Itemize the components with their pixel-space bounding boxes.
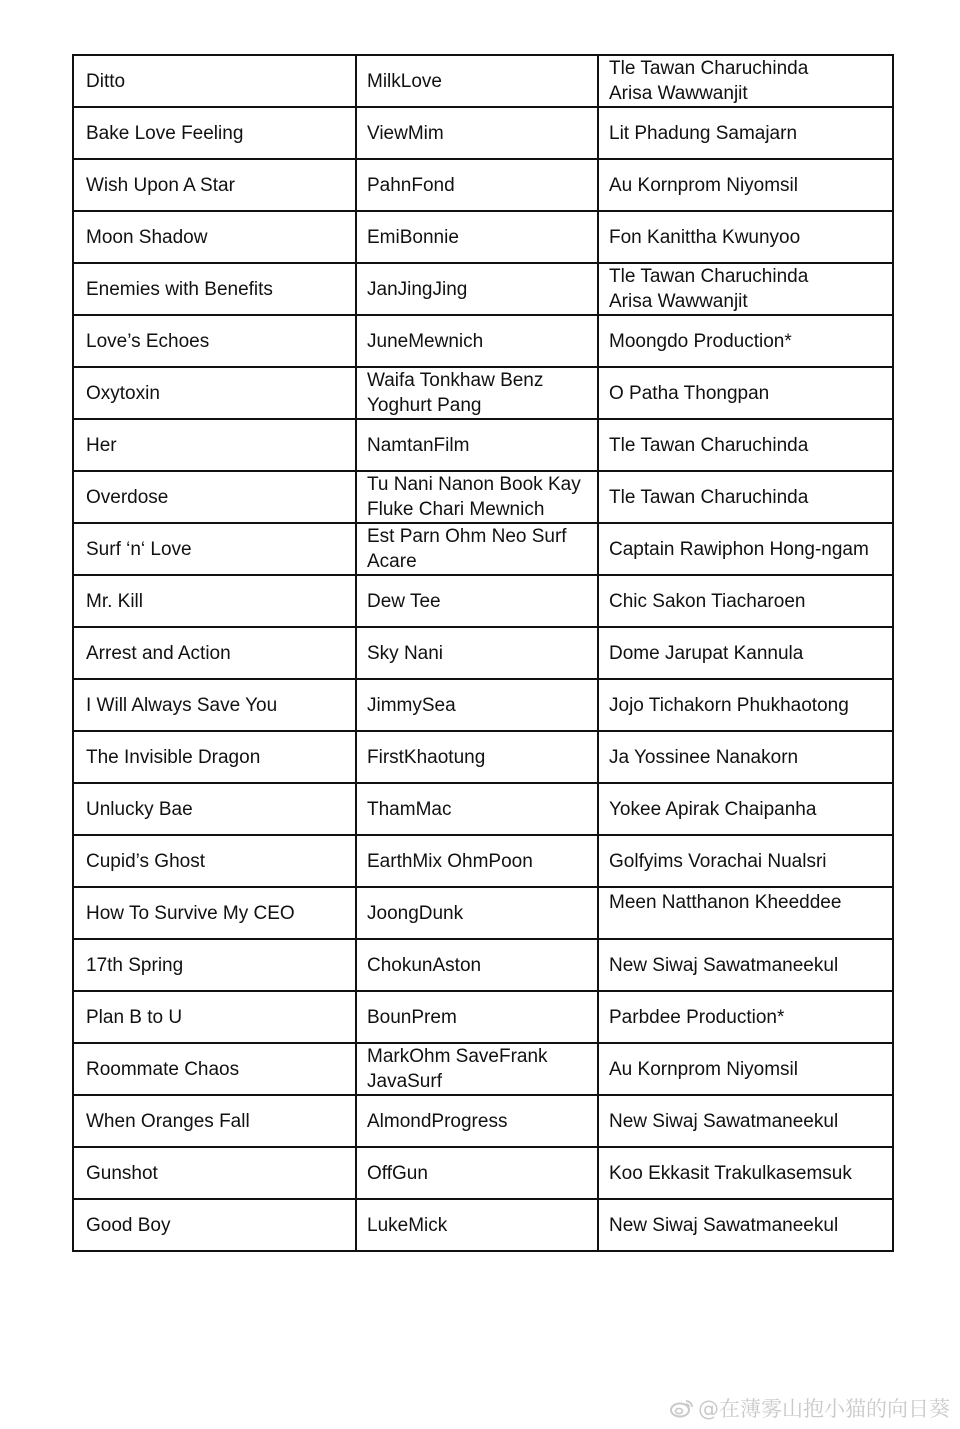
table-row <box>73 107 893 159</box>
works-table <box>72 54 894 1252</box>
table-row <box>73 263 893 315</box>
cast-cell-line: ThamMac <box>367 798 452 820</box>
table-row <box>73 1043 893 1095</box>
title-cell: Oxytoxin <box>73 367 356 419</box>
cast-cell-line: Fluke Chari Mewnich <box>367 499 545 520</box>
director-cell-line: Arisa Wawwanjit <box>609 83 748 104</box>
title-cell: I Will Always Save You <box>73 679 356 731</box>
table-row <box>73 159 893 211</box>
director-cell-line: Moongdo Production* <box>609 330 792 352</box>
title-cell: Surf ‘n‘ Love <box>73 523 356 575</box>
table-row <box>73 991 893 1043</box>
director-cell-line: Meen Natthanon Kheeddee <box>609 892 842 913</box>
cast-cell-line: EmiBonnie <box>367 226 459 248</box>
table-row <box>73 835 893 887</box>
director-cell-line: O Patha Thongpan <box>609 382 770 404</box>
cast-cell-line: EarthMix OhmPoon <box>367 850 533 872</box>
title-cell: Gunshot <box>73 1147 356 1199</box>
table-row <box>73 523 893 575</box>
table-row <box>73 315 893 367</box>
table-row <box>73 471 893 523</box>
title-cell: Roommate Chaos <box>73 1043 356 1095</box>
cast-cell <box>356 55 598 107</box>
table-row <box>73 1199 893 1251</box>
director-cell-line: Yokee Apirak Chaipanha <box>609 798 817 820</box>
table-row <box>73 419 893 471</box>
cast-cell-line: PahnFond <box>367 174 455 196</box>
watermark-text: @在薄雾山抱小猫的向日葵 <box>698 1397 950 1421</box>
director-cell <box>598 627 893 679</box>
table-row <box>73 731 893 783</box>
director-cell-line: Tle Tawan Charuchinda <box>609 486 809 508</box>
cast-cell <box>356 731 598 783</box>
director-cell <box>598 731 893 783</box>
cast-cell-line: Waifa Tonkhaw Benz <box>367 370 544 391</box>
director-cell <box>598 1147 893 1199</box>
cast-cell <box>356 783 598 835</box>
cast-cell <box>356 679 598 731</box>
title-cell: How To Survive My CEO <box>73 887 356 939</box>
director-cell <box>598 107 893 159</box>
director-cell-line: Ja Yossinee Nanakorn <box>609 746 799 768</box>
table-row <box>73 627 893 679</box>
director-cell-line: Dome Jarupat Kannula <box>609 642 804 664</box>
director-cell-line: Tle Tawan Charuchinda <box>609 434 809 456</box>
cast-cell-line: NamtanFilm <box>367 434 470 456</box>
cast-cell <box>356 1043 598 1095</box>
title-cell: Cupid’s Ghost <box>73 835 356 887</box>
director-cell <box>598 211 893 263</box>
cast-cell-line: FirstKhaotung <box>367 746 486 768</box>
director-cell-line: Lit Phadung Samajarn <box>609 122 798 144</box>
title-cell: When Oranges Fall <box>73 1095 356 1147</box>
cast-cell <box>356 263 598 315</box>
cast-cell <box>356 1199 598 1251</box>
director-cell-line: Tle Tawan Charuchinda <box>609 58 809 79</box>
director-cell <box>598 315 893 367</box>
cast-cell <box>356 887 598 939</box>
cast-cell-line: ViewMim <box>367 122 444 144</box>
director-cell <box>598 523 893 575</box>
cast-cell <box>356 575 598 627</box>
cast-cell <box>356 835 598 887</box>
director-cell <box>598 419 893 471</box>
director-cell <box>598 1043 893 1095</box>
title-cell: Enemies with Benefits <box>73 263 356 315</box>
cast-cell <box>356 1147 598 1199</box>
director-cell <box>598 263 893 315</box>
director-cell-line: Koo Ekkasit Trakulkasemsuk <box>609 1162 852 1184</box>
cast-cell <box>356 419 598 471</box>
cast-cell-line: Tu Nani Nanon Book Kay <box>367 474 581 495</box>
cast-cell <box>356 211 598 263</box>
table-row <box>73 1147 893 1199</box>
cast-cell-line: Acare <box>367 551 417 572</box>
director-cell-line: New Siwaj Sawatmaneekul <box>609 1110 839 1132</box>
table-row <box>73 939 893 991</box>
title-cell: Mr. Kill <box>73 575 356 627</box>
cast-cell-line: JimmySea <box>367 694 456 716</box>
cast-cell-line: OffGun <box>367 1162 428 1184</box>
table-row <box>73 1095 893 1147</box>
director-cell-line: Au Kornprom Niyomsil <box>609 1058 798 1080</box>
title-cell: Overdose <box>73 471 356 523</box>
cast-cell-line: JuneMewnich <box>367 330 484 352</box>
title-cell: The Invisible Dragon <box>73 731 356 783</box>
table-row <box>73 887 893 939</box>
table-row <box>73 575 893 627</box>
table-row <box>73 55 893 107</box>
director-cell <box>598 887 893 939</box>
director-cell-line: Golfyims Vorachai Nualsri <box>609 850 827 872</box>
director-cell <box>598 55 893 107</box>
cast-cell-line: JanJingJing <box>367 278 468 300</box>
director-cell-line: Jojo Tichakorn Phukhaotong <box>609 694 849 716</box>
cast-cell <box>356 159 598 211</box>
cast-cell-line: Est Parn Ohm Neo Surf <box>367 526 567 547</box>
title-cell: Good Boy <box>73 1199 356 1251</box>
cast-cell <box>356 939 598 991</box>
director-cell-line: New Siwaj Sawatmaneekul <box>609 954 839 976</box>
table-row <box>73 783 893 835</box>
cast-cell-line: ChokunAston <box>367 954 482 976</box>
director-cell <box>598 679 893 731</box>
director-cell-line: Tle Tawan Charuchinda <box>609 266 809 287</box>
cast-cell-line: AlmondProgress <box>367 1110 508 1132</box>
cast-cell <box>356 471 598 523</box>
director-cell-line: Arisa Wawwanjit <box>609 291 748 312</box>
title-cell: Arrest and Action <box>73 627 356 679</box>
cast-cell-line: LukeMick <box>367 1214 448 1236</box>
cast-cell <box>356 315 598 367</box>
director-cell <box>598 1199 893 1251</box>
weibo-logo-icon <box>670 1398 694 1418</box>
cast-cell-line: Dew Tee <box>367 590 441 612</box>
director-cell <box>598 575 893 627</box>
director-cell <box>598 783 893 835</box>
cast-cell-line: Sky Nani <box>367 642 444 664</box>
works-table-body <box>73 55 893 1251</box>
cast-cell <box>356 1095 598 1147</box>
cast-cell-line: BounPrem <box>367 1006 457 1028</box>
cast-cell-line: Yoghurt Pang <box>367 395 482 416</box>
director-cell <box>598 471 893 523</box>
title-cell: Bake Love Feeling <box>73 107 356 159</box>
cast-cell-line: JoongDunk <box>367 902 464 924</box>
cast-cell-line: MilkLove <box>367 70 442 92</box>
title-cell: 17th Spring <box>73 939 356 991</box>
cast-cell <box>356 991 598 1043</box>
cast-cell <box>356 523 598 575</box>
director-cell <box>598 939 893 991</box>
title-cell: Unlucky Bae <box>73 783 356 835</box>
director-cell <box>598 835 893 887</box>
title-cell: Moon Shadow <box>73 211 356 263</box>
table-row <box>73 211 893 263</box>
cast-cell <box>356 627 598 679</box>
director-cell-line: Captain Rawiphon Hong-ngam <box>609 538 869 560</box>
director-cell <box>598 159 893 211</box>
director-cell <box>598 367 893 419</box>
cast-cell-line: JavaSurf <box>367 1071 442 1092</box>
title-cell: Love’s Echoes <box>73 315 356 367</box>
title-cell: Plan B to U <box>73 991 356 1043</box>
director-cell-line: Fon Kanittha Kwunyoo <box>609 226 801 248</box>
title-cell: Wish Upon A Star <box>73 159 356 211</box>
table-row <box>73 367 893 419</box>
cast-cell <box>356 367 598 419</box>
director-cell-line: New Siwaj Sawatmaneekul <box>609 1214 839 1236</box>
title-cell: Ditto <box>73 55 356 107</box>
director-cell-line: Parbdee Production* <box>609 1006 785 1028</box>
director-cell <box>598 1095 893 1147</box>
director-cell <box>598 991 893 1043</box>
title-cell: Her <box>73 419 356 471</box>
table-row <box>73 679 893 731</box>
cast-cell-line: MarkOhm SaveFrank <box>367 1046 548 1067</box>
weibo-watermark <box>670 1393 950 1423</box>
cast-cell <box>356 107 598 159</box>
director-cell-line: Chic Sakon Tiacharoen <box>609 590 806 612</box>
director-cell-line: Au Kornprom Niyomsil <box>609 174 798 196</box>
